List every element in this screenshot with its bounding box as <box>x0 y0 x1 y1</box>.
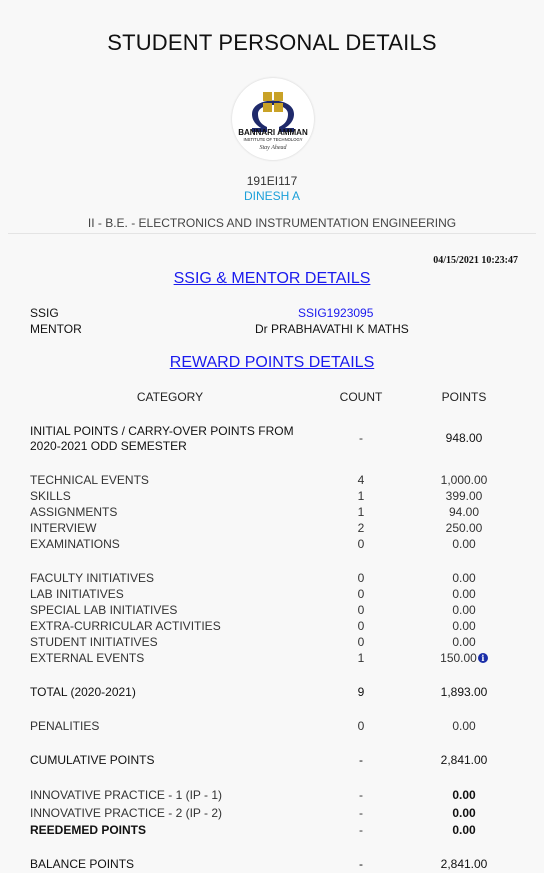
row-points: 250.00 <box>445 521 483 535</box>
row-points: 0.00 <box>452 603 476 617</box>
row-label: INNOVATIVE PRACTICE - 2 (IP - 2) <box>30 806 223 820</box>
row-points: 0.00 <box>452 619 476 633</box>
svg-text:BANNARI AMMAN: BANNARI AMMAN <box>238 128 308 137</box>
row-count: - <box>359 823 363 837</box>
table-row <box>0 489 544 505</box>
row-label: FACULTY INITIATIVES <box>30 571 155 585</box>
table-row-ip1 <box>0 788 544 804</box>
table-row-total <box>0 685 544 701</box>
table-row <box>0 603 544 619</box>
register-number: 191EI117 <box>246 174 298 188</box>
row-count: - <box>359 806 363 820</box>
reward-points-details-link[interactable]: REWARD POINTS DETAILS <box>169 354 375 371</box>
row-count: - <box>359 431 363 445</box>
row-label: BALANCE POINTS <box>30 857 135 871</box>
row-count: 0 <box>357 719 365 733</box>
page-title: STUDENT PERSONAL DETAILS <box>107 30 437 55</box>
row-points: 399.00 <box>445 489 483 503</box>
timestamp: 04/15/2021 10:23:47 <box>433 255 518 266</box>
table-row <box>0 521 544 537</box>
student-name: DINESH A <box>243 189 300 203</box>
row-points: 0.00 <box>452 806 476 820</box>
table-row <box>0 473 544 489</box>
row-points: 948.00 <box>445 431 483 445</box>
row-points: 150.00 <box>440 651 477 665</box>
row-count: 0 <box>357 619 365 633</box>
table-header <box>0 390 544 406</box>
table-row-redeemed <box>0 823 544 839</box>
row-count: 0 <box>357 537 365 551</box>
row-points: 0.00 <box>452 537 476 551</box>
divider <box>8 233 536 234</box>
row-label: SKILLS <box>30 489 71 503</box>
table-row-initial-points <box>0 424 544 456</box>
ssig-mentor-details-link[interactable]: SSIG & MENTOR DETAILS <box>173 270 371 287</box>
row-label: INITIAL POINTS / CARRY-OVER POINTS FROM 2020-2021 ODD SEMESTER <box>30 424 294 453</box>
table-row <box>0 635 544 651</box>
table-row <box>0 619 544 635</box>
mentor-value: Dr PRABHAVATHI K MATHS <box>255 322 409 336</box>
row-count: 0 <box>357 635 365 649</box>
row-label: PENALITIES <box>30 719 100 733</box>
row-label: INNOVATIVE PRACTICE - 1 (IP - 1) <box>30 788 223 802</box>
row-label: STUDENT INITIATIVES <box>30 635 158 649</box>
row-points: 2,841.00 <box>440 857 488 871</box>
table-row-external-events <box>0 651 544 667</box>
row-points: 94.00 <box>448 505 480 519</box>
row-count: 2 <box>357 521 365 535</box>
row-count: 9 <box>357 685 365 699</box>
row-points: 0.00 <box>452 719 476 733</box>
row-points: 0.00 <box>452 788 476 802</box>
table-row <box>0 537 544 553</box>
row-points: 0.00 <box>452 587 476 601</box>
row-count: 0 <box>357 571 365 585</box>
row-label: TECHNICAL EVENTS <box>30 473 149 487</box>
info-circle-icon[interactable]: i <box>478 653 488 663</box>
row-count: 1 <box>357 651 365 665</box>
row-points: 0.00 <box>452 571 476 585</box>
row-points: 0.00 <box>452 823 476 837</box>
row-points: 0.00 <box>452 635 476 649</box>
row-points-cell <box>420 651 508 665</box>
row-label: REEDEMED POINTS <box>30 823 147 837</box>
row-label: INTERVIEW <box>30 521 97 535</box>
row-count: - <box>359 788 363 802</box>
row-points: 1,000.00 <box>440 473 488 487</box>
row-label: LAB INITIATIVES <box>30 587 124 601</box>
ssig-value-link[interactable]: SSIG1923095 <box>298 306 374 320</box>
column-header-count: COUNT <box>339 390 383 404</box>
row-count: 0 <box>357 603 365 617</box>
row-count: 4 <box>357 473 365 487</box>
table-row <box>0 505 544 521</box>
row-count: 1 <box>357 489 365 503</box>
column-header-category: CATEGORY <box>136 390 204 404</box>
table-row <box>0 571 544 587</box>
ssig-label: SSIG <box>30 306 59 320</box>
row-points: 2,841.00 <box>440 753 488 767</box>
row-count: - <box>359 857 363 871</box>
column-header-points: POINTS <box>441 390 487 404</box>
table-row-penalities <box>0 719 544 735</box>
table-row <box>0 587 544 603</box>
row-label: TOTAL (2020-2021) <box>30 685 136 699</box>
table-row-cumulative <box>0 753 544 769</box>
row-label: SPECIAL LAB INITIATIVES <box>30 603 178 617</box>
course-name: II - B.E. - ELECTRONICS AND INSTRUMENTATION ENGINEERING <box>87 216 457 230</box>
row-label: CUMULATIVE POINTS <box>30 753 155 767</box>
row-points: 1,893.00 <box>440 685 488 699</box>
row-label: EXTRA-CURRICULAR ACTIVITIES <box>30 619 221 633</box>
row-label: ASSIGNMENTS <box>30 505 118 519</box>
row-count: 0 <box>357 587 365 601</box>
institute-logo <box>232 78 314 160</box>
svg-text:INSTITUTE OF TECHNOLOGY: INSTITUTE OF TECHNOLOGY <box>243 137 303 142</box>
mentor-label: MENTOR <box>30 322 82 336</box>
table-row-ip2 <box>0 806 544 822</box>
svg-text:Stay Ahead: Stay Ahead <box>259 145 287 151</box>
institute-logo-icon <box>232 78 314 160</box>
row-count: - <box>359 753 363 767</box>
row-label: EXAMINATIONS <box>30 537 120 551</box>
row-count: 1 <box>357 505 365 519</box>
row-label: EXTERNAL EVENTS <box>30 651 145 665</box>
